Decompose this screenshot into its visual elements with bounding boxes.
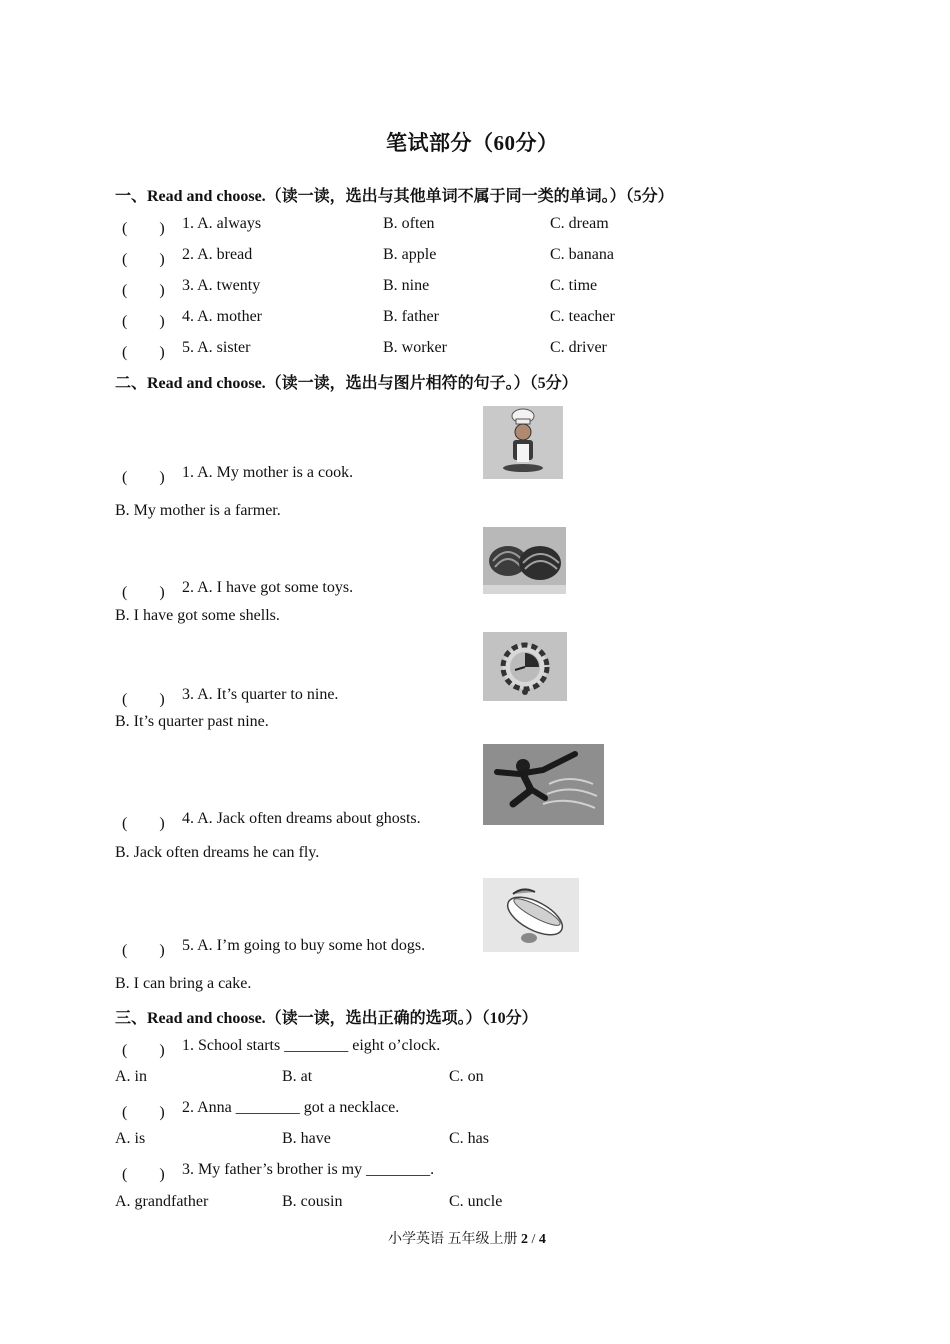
question-option-c: C. uncle xyxy=(449,1193,503,1210)
section-2-heading: 二、Read and choose.（读一读，选出与图片相符的句子。）（5分） xyxy=(115,375,578,392)
question-option-b: B. have xyxy=(282,1130,331,1147)
answer-blank[interactable]: ( ) xyxy=(122,1104,165,1121)
section-1-heading: 一、Read and choose.（读一读，选出与其他单词不属于同一类的单词。）（5分） xyxy=(115,188,674,205)
question-option-c: C. teacher xyxy=(550,308,615,325)
answer-blank[interactable]: ( ) xyxy=(122,1042,165,1059)
question-option-a: 1. A. always xyxy=(182,215,262,232)
question-stem: 2. Anna ________ got a necklace. xyxy=(182,1099,400,1116)
question-option-a: 5. A. I’m going to buy some hot dogs. xyxy=(182,937,426,954)
question-option-a: A. grandfather xyxy=(115,1193,209,1210)
question-option-a: 3. A. It’s quarter to nine. xyxy=(182,686,339,703)
question-option-a: 4. A. mother xyxy=(182,308,262,325)
answer-blank[interactable]: ( ) xyxy=(122,344,165,361)
question-option-b: B. worker xyxy=(383,339,447,356)
question-option-a: 5. A. sister xyxy=(182,339,251,356)
question-option-b: B. father xyxy=(383,308,439,325)
question-option-a: A. in xyxy=(115,1068,147,1085)
question-option-a: 2. A. I have got some toys. xyxy=(182,579,354,596)
question-option-b: B. Jack often dreams he can fly. xyxy=(115,844,320,861)
section-3-heading: 三、Read and choose.（读一读，选出正确的选项。）（10分） xyxy=(115,1010,538,1027)
question-option-a: 2. A. bread xyxy=(182,246,253,263)
answer-blank[interactable]: ( ) xyxy=(122,251,165,268)
question-option-c: C. banana xyxy=(550,246,614,263)
question-option-b: B. cousin xyxy=(282,1193,343,1210)
question-option-c: C. driver xyxy=(550,339,607,356)
question-option-b: B. I can bring a cake. xyxy=(115,975,252,992)
question-option-a: A. is xyxy=(115,1130,146,1147)
question-option-b: B. apple xyxy=(383,246,437,263)
question-option-a: 1. A. My mother is a cook. xyxy=(182,464,354,481)
answer-blank[interactable]: ( ) xyxy=(122,584,165,601)
answer-blank[interactable]: ( ) xyxy=(122,815,165,832)
page-title: 笔试部分（60分） xyxy=(386,131,559,155)
answer-blank[interactable]: ( ) xyxy=(122,469,165,486)
cook-picture-icon xyxy=(483,406,563,479)
question-option-a: 4. A. Jack often dreams about ghosts. xyxy=(182,810,421,827)
question-option-a: 3. A. twenty xyxy=(182,277,261,294)
footer-separator: / xyxy=(531,1232,536,1247)
clock-picture-icon xyxy=(483,632,567,701)
hot-dog-picture-icon xyxy=(483,878,579,952)
answer-blank[interactable]: ( ) xyxy=(122,220,165,237)
footer-page-total: 4 xyxy=(538,1232,546,1247)
answer-blank[interactable]: ( ) xyxy=(122,691,165,708)
question-option-b: B. I have got some shells. xyxy=(115,607,280,624)
question-option-b: B. often xyxy=(383,215,435,232)
question-option-c: C. has xyxy=(449,1130,489,1147)
question-option-b: B. nine xyxy=(383,277,430,294)
question-option-b: B. It’s quarter past nine. xyxy=(115,713,269,730)
answer-blank[interactable]: ( ) xyxy=(122,1166,165,1183)
question-stem: 3. My father’s brother is my ________. xyxy=(182,1161,435,1178)
flying-boy-picture-icon xyxy=(483,744,604,825)
footer-subject: 小学英语 五年级上册 xyxy=(388,1232,518,1247)
question-stem: 1. School starts ________ eight o’clock. xyxy=(182,1037,441,1054)
answer-blank[interactable]: ( ) xyxy=(122,942,165,959)
question-option-c: C. time xyxy=(550,277,598,294)
footer-page-number: 2 xyxy=(521,1232,528,1247)
question-option-c: C. dream xyxy=(550,215,609,232)
question-option-c: C. on xyxy=(449,1068,484,1085)
shells-picture-icon xyxy=(483,527,566,594)
answer-blank[interactable]: ( ) xyxy=(122,313,165,330)
answer-blank[interactable]: ( ) xyxy=(122,282,165,299)
question-option-b: B. at xyxy=(282,1068,313,1085)
question-option-b: B. My mother is a farmer. xyxy=(115,502,281,519)
page-footer xyxy=(388,1228,546,1248)
